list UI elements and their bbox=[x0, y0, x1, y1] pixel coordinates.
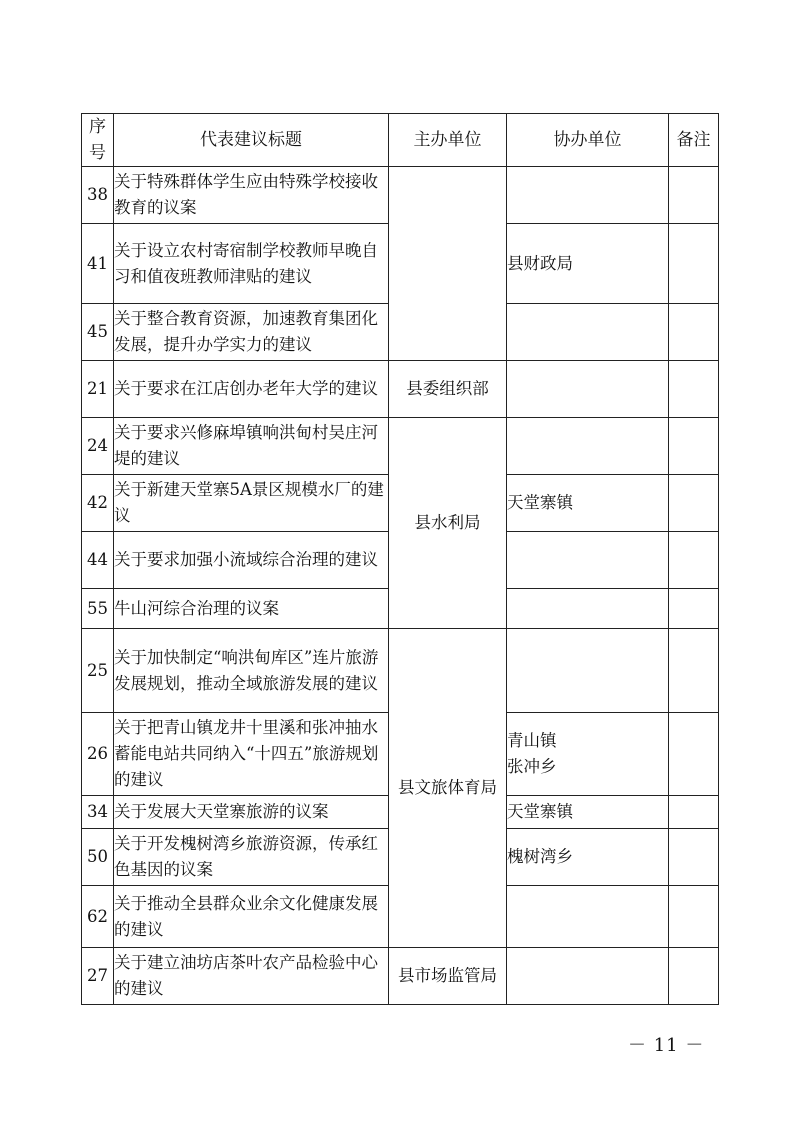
row-assist-empty bbox=[507, 948, 669, 1005]
table-header-row bbox=[82, 114, 719, 167]
row-assist-empty bbox=[507, 361, 669, 418]
row-note bbox=[669, 361, 719, 418]
row-assist-empty bbox=[507, 532, 669, 589]
row-number: 62 bbox=[82, 886, 114, 948]
row-assist-empty bbox=[507, 589, 669, 629]
row-assist: 天堂寨镇 bbox=[507, 796, 669, 829]
row-note bbox=[669, 167, 719, 224]
proposal-table bbox=[81, 113, 719, 1005]
assist-qingshan: 青山镇 bbox=[507, 731, 557, 750]
row-number: 27 bbox=[82, 948, 114, 1005]
header-note: 备注 bbox=[669, 114, 719, 167]
row-host: 县市场监管局 bbox=[389, 948, 507, 1005]
row-number: 25 bbox=[82, 629, 114, 713]
row-note bbox=[669, 418, 719, 475]
row-title: 牛山河综合治理的议案 bbox=[114, 589, 389, 629]
row-host-empty bbox=[389, 167, 507, 361]
row-assist: 天堂寨镇 bbox=[507, 475, 669, 532]
header-assist: 协办单位 bbox=[507, 114, 669, 167]
row-number: 24 bbox=[82, 418, 114, 475]
header-seq: 序号 bbox=[82, 114, 114, 167]
row-note bbox=[669, 948, 719, 1005]
row-number: 50 bbox=[82, 829, 114, 886]
row-number: 34 bbox=[82, 796, 114, 829]
row-number: 45 bbox=[82, 304, 114, 361]
row-assist: 槐树湾乡 bbox=[507, 829, 669, 886]
row-title: 关于整合教育资源，加速教育集团化发展，提升办学实力的建议 bbox=[114, 304, 389, 361]
row-title: 关于把青山镇龙井十里溪和张冲抽水蓄能电站共同纳入“十四五”旅游规划的建议 bbox=[114, 713, 389, 796]
row-title: 关于设立农村寄宿制学校教师早晚自习和值夜班教师津贴的建议 bbox=[114, 224, 389, 304]
row-number: 55 bbox=[82, 589, 114, 629]
row-note bbox=[669, 796, 719, 829]
row-title: 关于要求兴修麻埠镇响洪甸村吴庄河堤的建议 bbox=[114, 418, 389, 475]
row-title: 关于加快制定“响洪甸库区”连片旅游发展规划，推动全域旅游发展的建议 bbox=[114, 629, 389, 713]
row-title: 关于特殊群体学生应由特殊学校接收教育的议案 bbox=[114, 167, 389, 224]
row-assist-multi bbox=[507, 713, 669, 796]
row-host: 县文旅体育局 bbox=[389, 629, 507, 948]
table-row bbox=[82, 629, 719, 713]
row-title: 关于发展大天堂寨旅游的议案 bbox=[114, 796, 389, 829]
row-assist-empty bbox=[507, 167, 669, 224]
row-title: 关于新建天堂寨5A景区规模水厂的建议 bbox=[114, 475, 389, 532]
row-number: 41 bbox=[82, 224, 114, 304]
table-row bbox=[82, 418, 719, 475]
table-row bbox=[82, 361, 719, 418]
row-note bbox=[669, 475, 719, 532]
row-assist: 县财政局 bbox=[507, 224, 669, 304]
row-note bbox=[669, 304, 719, 361]
row-assist-empty bbox=[507, 418, 669, 475]
row-number: 44 bbox=[82, 532, 114, 589]
row-title: 关于建立油坊店茶叶农产品检验中心的建议 bbox=[114, 948, 389, 1005]
row-note bbox=[669, 532, 719, 589]
row-note bbox=[669, 829, 719, 886]
row-note bbox=[669, 629, 719, 713]
row-note bbox=[669, 589, 719, 629]
row-assist-empty bbox=[507, 304, 669, 361]
row-note bbox=[669, 886, 719, 948]
row-title: 关于推动全县群众业余文化健康发展的建议 bbox=[114, 886, 389, 948]
row-number: 42 bbox=[82, 475, 114, 532]
assist-zhangchong: 张冲乡 bbox=[507, 757, 557, 776]
row-assist-empty bbox=[507, 629, 669, 713]
row-number: 26 bbox=[82, 713, 114, 796]
row-title: 关于开发槐树湾乡旅游资源，传承红色基因的议案 bbox=[114, 829, 389, 886]
row-host: 县委组织部 bbox=[389, 361, 507, 418]
row-note bbox=[669, 224, 719, 304]
row-assist-empty bbox=[507, 886, 669, 948]
row-note bbox=[669, 713, 719, 796]
table-row bbox=[82, 167, 719, 224]
row-title: 关于要求在江店创办老年大学的建议 bbox=[114, 361, 389, 418]
row-number: 21 bbox=[82, 361, 114, 418]
row-host: 县水利局 bbox=[389, 418, 507, 629]
row-number: 38 bbox=[82, 167, 114, 224]
page-number: － 11 － bbox=[628, 1035, 705, 1056]
header-title: 代表建议标题 bbox=[114, 114, 389, 167]
row-title: 关于要求加强小流域综合治理的建议 bbox=[114, 532, 389, 589]
table-row bbox=[82, 948, 719, 1005]
header-host: 主办单位 bbox=[389, 114, 507, 167]
